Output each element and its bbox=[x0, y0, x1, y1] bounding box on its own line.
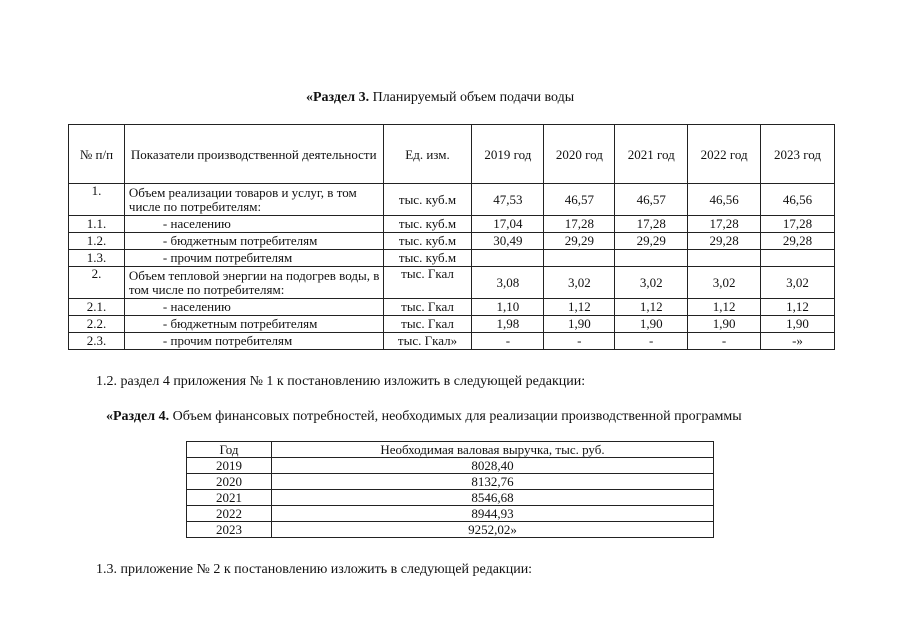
section3-heading bbox=[306, 90, 574, 106]
table-header-row bbox=[187, 442, 714, 458]
table-row bbox=[69, 299, 835, 316]
year-cell: 2020 bbox=[187, 474, 272, 490]
row-num: 1.2. bbox=[69, 233, 125, 250]
section4-title: Объем финансовых потребностей, необходимых для реализации производственной программы bbox=[172, 409, 742, 424]
value-2019: 1,10 bbox=[472, 299, 544, 316]
header-2019: 2019 год bbox=[472, 125, 544, 184]
value-2020: 29,29 bbox=[544, 233, 615, 250]
row-unit: тыс. Гкал bbox=[383, 316, 472, 333]
table-row bbox=[187, 458, 714, 474]
revenue-cell: 8028,40 bbox=[272, 458, 714, 474]
value-2020: 17,28 bbox=[544, 216, 615, 233]
row-indicator: - бюджетным потребителям bbox=[124, 316, 383, 333]
value-2021: 29,29 bbox=[615, 233, 688, 250]
value-2020: 1,90 bbox=[544, 316, 615, 333]
row-indicator: - бюджетным потребителям bbox=[124, 233, 383, 250]
value-2020: 46,57 bbox=[544, 184, 615, 216]
year-cell: 2021 bbox=[187, 490, 272, 506]
value-2021: 17,28 bbox=[615, 216, 688, 233]
section3-title: Планируемый объем подачи воды bbox=[372, 90, 575, 105]
value-2020: 3,02 bbox=[544, 267, 615, 299]
year-cell: 2019 bbox=[187, 458, 272, 474]
value-2022: 46,56 bbox=[688, 184, 761, 216]
row-num: 2.1. bbox=[69, 299, 125, 316]
section4-heading bbox=[106, 409, 742, 425]
value-2022: 29,28 bbox=[688, 233, 761, 250]
header-2023: 2023 год bbox=[761, 125, 835, 184]
value-2023: 3,02 bbox=[761, 267, 835, 299]
row-num: 2.2. bbox=[69, 316, 125, 333]
value-2019: - bbox=[472, 333, 544, 350]
row-num: 1.3. bbox=[69, 250, 125, 267]
table-row bbox=[69, 333, 835, 350]
year-cell: 2022 bbox=[187, 506, 272, 522]
row-unit: тыс. куб.м bbox=[383, 216, 472, 233]
value-2019: 30,49 bbox=[472, 233, 544, 250]
row-unit: тыс. Гкал bbox=[383, 267, 472, 299]
value-2023: 46,56 bbox=[761, 184, 835, 216]
row-unit: тыс. куб.м bbox=[383, 250, 472, 267]
table-row bbox=[69, 216, 835, 233]
section4-label: «Раздел 4. bbox=[106, 409, 170, 424]
row-unit: тыс. куб.м bbox=[383, 233, 472, 250]
value-2019: 1,98 bbox=[472, 316, 544, 333]
value-2023: -» bbox=[761, 333, 835, 350]
value-2022: 1,90 bbox=[688, 316, 761, 333]
table-row bbox=[69, 316, 835, 333]
value-2021: - bbox=[615, 333, 688, 350]
revenue-cell: 8944,93 bbox=[272, 506, 714, 522]
section3-label: «Раздел 3. bbox=[306, 90, 370, 105]
year-cell: 2023 bbox=[187, 522, 272, 538]
header-indicator: Показатели производственной деятельности bbox=[124, 125, 383, 184]
revenue-cell: 9252,02» bbox=[272, 522, 714, 538]
table-row bbox=[187, 506, 714, 522]
value-2022 bbox=[688, 250, 761, 267]
row-indicator: Объем тепловой энергии на подогрев воды, в том числе по потребителям: bbox=[124, 267, 383, 299]
value-2023: 1,90 bbox=[761, 316, 835, 333]
header-2021: 2021 год bbox=[615, 125, 688, 184]
row-indicator: - прочим потребителям bbox=[124, 250, 383, 267]
value-2021: 1,90 bbox=[615, 316, 688, 333]
table-row bbox=[69, 267, 835, 299]
value-2022: 1,12 bbox=[688, 299, 761, 316]
value-2019: 17,04 bbox=[472, 216, 544, 233]
row-unit: тыс. куб.м bbox=[383, 184, 472, 216]
financial-needs-table bbox=[186, 441, 714, 538]
value-2021: 1,12 bbox=[615, 299, 688, 316]
row-unit: тыс. Гкал» bbox=[383, 333, 472, 350]
value-2020: 1,12 bbox=[544, 299, 615, 316]
paragraph-1-3: 1.3. приложение № 2 к постановлению изложить в следующей редакции: bbox=[96, 562, 533, 577]
table-header-row bbox=[69, 125, 835, 184]
table-row bbox=[69, 250, 835, 267]
revenue-cell: 8132,76 bbox=[272, 474, 714, 490]
planned-water-supply-table bbox=[68, 124, 835, 350]
header-unit: Ед. изм. bbox=[383, 125, 472, 184]
row-num: 1.1. bbox=[69, 216, 125, 233]
value-2021: 46,57 bbox=[615, 184, 688, 216]
value-2021 bbox=[615, 250, 688, 267]
table-row bbox=[187, 522, 714, 538]
header-year: Год bbox=[187, 442, 272, 458]
value-2019: 3,08 bbox=[472, 267, 544, 299]
table-row bbox=[187, 490, 714, 506]
row-indicator: Объем реализации товаров и услуг, в том числе по потребителям: bbox=[124, 184, 383, 216]
row-indicator: - населению bbox=[124, 216, 383, 233]
value-2020: - bbox=[544, 333, 615, 350]
value-2021: 3,02 bbox=[615, 267, 688, 299]
row-num: 2.3. bbox=[69, 333, 125, 350]
value-2019: 47,53 bbox=[472, 184, 544, 216]
value-2023: 1,12 bbox=[761, 299, 835, 316]
row-unit: тыс. Гкал bbox=[383, 299, 472, 316]
row-indicator: - населению bbox=[124, 299, 383, 316]
header-2022: 2022 год bbox=[688, 125, 761, 184]
paragraph-1-2: 1.2. раздел 4 приложения № 1 к постановлению изложить в следующей редакции: bbox=[96, 374, 586, 389]
header-2020: 2020 год bbox=[544, 125, 615, 184]
value-2022: 3,02 bbox=[688, 267, 761, 299]
table-row bbox=[69, 233, 835, 250]
row-num: 2. bbox=[69, 267, 125, 299]
row-indicator: - прочим потребителям bbox=[124, 333, 383, 350]
table-row bbox=[187, 474, 714, 490]
value-2022: 17,28 bbox=[688, 216, 761, 233]
header-num: № п/п bbox=[69, 125, 125, 184]
value-2023 bbox=[761, 250, 835, 267]
revenue-cell: 8546,68 bbox=[272, 490, 714, 506]
row-num: 1. bbox=[69, 184, 125, 216]
header-revenue: Необходимая валовая выручка, тыс. руб. bbox=[272, 442, 714, 458]
value-2022: - bbox=[688, 333, 761, 350]
table-row bbox=[69, 184, 835, 216]
value-2019 bbox=[472, 250, 544, 267]
value-2023: 29,28 bbox=[761, 233, 835, 250]
value-2023: 17,28 bbox=[761, 216, 835, 233]
value-2020 bbox=[544, 250, 615, 267]
